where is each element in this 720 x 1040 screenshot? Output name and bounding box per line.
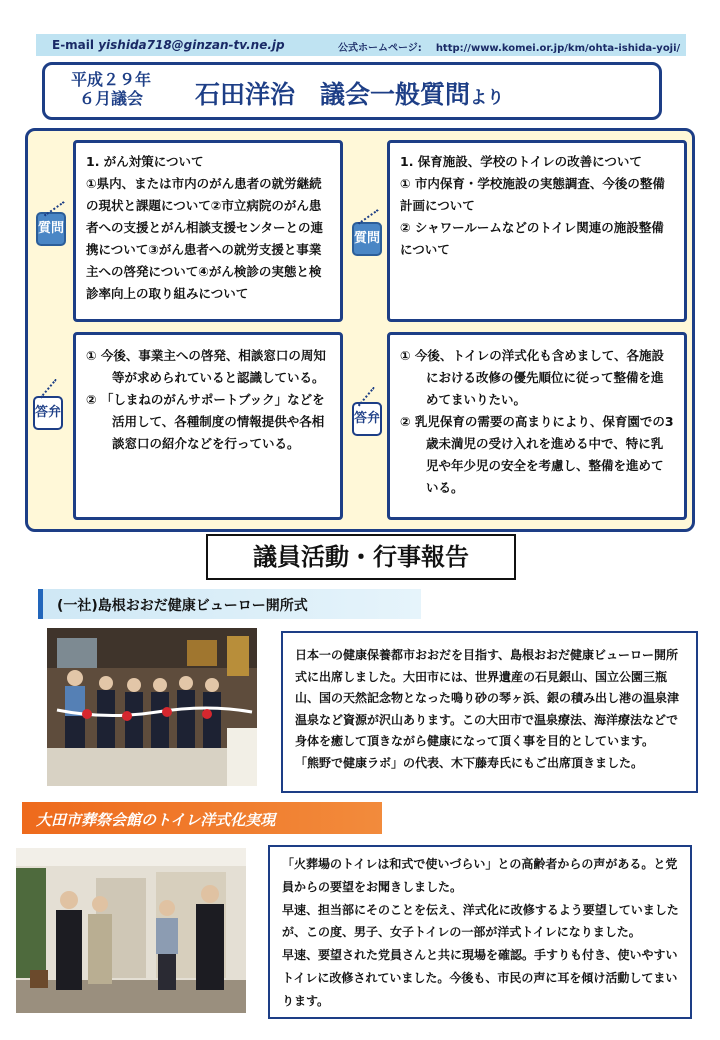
question-tag-right: 質問 bbox=[352, 222, 382, 256]
page-title-main: 石田洋治 議会一般質問 bbox=[195, 80, 471, 109]
question-item: ① 市内保育・学校施設の実態調査、今後の整備計画について bbox=[400, 176, 665, 213]
session-month: ６月議会 bbox=[78, 89, 143, 108]
answer-item: ② 「しまねのがんサポートブック」などを活用して、各種制度の情報提供や各相談窓口の紹介などを行っている。 bbox=[86, 392, 325, 451]
report-paragraph: 日本一の健康保養都市おおだを目指す、島根おおだ健康ビューロー開所式に出席しました。大田市には、世界遺産の石見銀山、国立公園三瓶山、国の天然記念物となった鳴り砂の琴ヶ浜、銀の積み出し港の温泉津温泉など資源が沢山あります。この大田市で温泉療法、海洋療法などで身体を癒して頂きながら健康になって頂く事を目的としています。 bbox=[295, 648, 680, 748]
homepage-line bbox=[338, 39, 680, 54]
answer-tag-left: 答弁 bbox=[33, 396, 63, 430]
event-heading-toilet bbox=[22, 802, 382, 834]
question-heading: 1. がん対策について bbox=[86, 154, 204, 169]
report-paragraph: 早速、要望された党員さんと共に現場を確認。手すりも付き、使いやすいトイレに改修されていました。今後も、市民の声に耳を傾け活動してまいります。 bbox=[282, 948, 678, 1008]
event-heading-opening bbox=[38, 589, 421, 619]
answer-item: ① 今後、事業主への啓発、相談窓口の周知等が求められていると認識している。 bbox=[86, 348, 326, 385]
contact-bar bbox=[36, 34, 686, 56]
question-item: ② シャワールームなどのトイレ関連の施設整備について bbox=[400, 220, 664, 257]
question-box-cancer bbox=[73, 140, 343, 322]
page-title-suffix: より bbox=[470, 88, 505, 108]
question-tag-left: 質問 bbox=[36, 212, 66, 246]
email-line bbox=[52, 38, 285, 52]
event-heading-text: 大田市葬祭会館のトイレ洋式化実現 bbox=[36, 811, 276, 829]
question-text: ①県内、または市内のがん患者の就労継続の現状と課題について②市立病院のがん患者への支援とがん相談支援センターとの連携について③がん患者への就労支援と事業主への啓発について④がん検診の実態と検診率向上の取り組みについて bbox=[86, 176, 324, 301]
ribbon-cutting-illustration bbox=[47, 628, 257, 786]
email-label: E-mail bbox=[52, 38, 95, 52]
answer-item: ① 今後、トイレの洋式化も含めまして、各施設における改修の優先順位に従って整備を進めてまいりたい。 bbox=[400, 348, 665, 407]
page-title bbox=[195, 75, 504, 111]
funeral-hall-illustration bbox=[16, 848, 246, 1013]
answer-item: ② 乳児保育の需要の高まりにより、保育園での3歳未満児の受け入れを進める中で、特に乳児や年少児の安全を考慮し、整備を進めている。 bbox=[400, 414, 674, 495]
report-paragraph: 「火葬場のトイレは和式で使いづらい」との高齢者からの声がある。と党員からの要望をお聞きしました。 bbox=[282, 857, 678, 894]
answer-box-toilets bbox=[387, 332, 687, 520]
opening-report-text bbox=[281, 631, 698, 793]
homepage-url[interactable]: http://www.komei.or.jp/km/ohta-ishida-yoji/ bbox=[435, 43, 681, 54]
title-box bbox=[42, 62, 662, 120]
report-paragraph: 早速、担当部にそのことを伝え、洋式化に改修するよう要望していましたが、この度、男子、女子トイレの一部が洋式トイレになりました。 bbox=[282, 902, 679, 940]
answer-tag-right: 答弁 bbox=[352, 402, 382, 436]
homepage-label: 公式ホームページ: bbox=[338, 43, 422, 54]
question-heading: 1. 保育施設、学校のトイレの改善について bbox=[400, 154, 642, 169]
session-label bbox=[65, 70, 157, 108]
funeral-hall-visit-photo bbox=[16, 848, 246, 1013]
toilet-report-text bbox=[268, 845, 692, 1019]
answer-box-cancer bbox=[73, 332, 343, 520]
question-box-toilets bbox=[387, 140, 687, 322]
event-heading-text: (一社)島根おおだ健康ビューロー開所式 bbox=[57, 598, 308, 614]
activity-report-title: 議員活動・行事報告 bbox=[206, 534, 516, 580]
report-paragraph: 「熊野で健康ラボ」の代表、木下藤寿氏にもご出席頂きました。 bbox=[295, 755, 644, 770]
session-year: 平成２９年 bbox=[70, 70, 151, 89]
email-address[interactable]: yishida718@ginzan-tv.ne.jp bbox=[98, 38, 285, 52]
ribbon-cutting-photo bbox=[47, 628, 257, 786]
